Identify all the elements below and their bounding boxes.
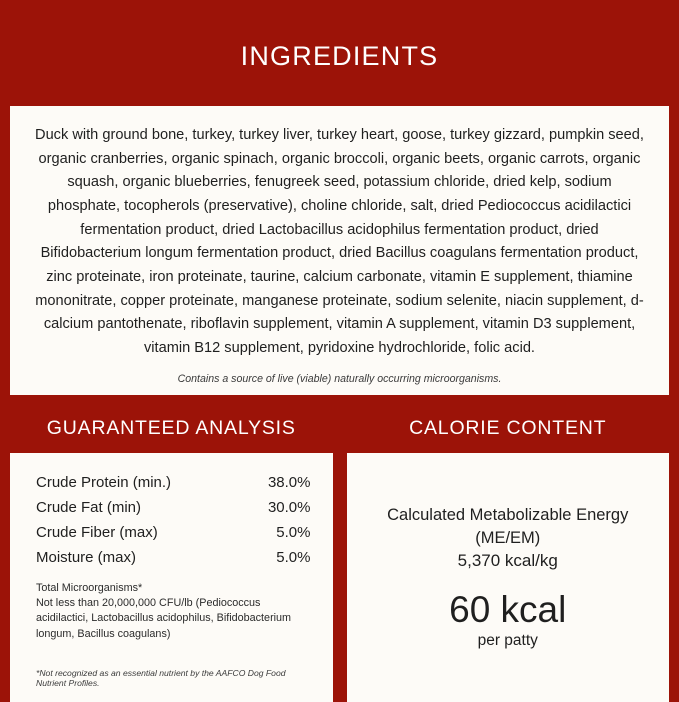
guaranteed-analysis-heading: GUARANTEED ANALYSIS: [46, 416, 296, 439]
microorganisms-body: Not less than 20,000,000 CFU/lb (Pediococcus acidilactici, Lactobacillus acidophilus, Bifidobacterium longum, Bacillus coagulans): [36, 596, 292, 640]
row-value: 30.0%: [267, 498, 311, 516]
nutrition-label-page: [0, 18, 679, 697]
guaranteed-analysis-section: [10, 417, 333, 702]
row-label: Crude Fiber (max): [36, 523, 158, 541]
metabolizable-energy-value: 5,370 kcal/kg: [457, 550, 558, 570]
row-label: Crude Fat (min): [36, 498, 142, 516]
calorie-content-panel: [347, 453, 670, 702]
ingredients-panel: [10, 106, 669, 394]
row-value: 5.0%: [276, 523, 311, 541]
row-label: Crude Protein (min.): [36, 473, 172, 491]
ingredients-body: Duck with ground bone, turkey, turkey liver, turkey heart, goose, turkey gizzard, pumpkin seed, organic cranberries, organic spinach, organic broccoli, organic beets, organic carrots, organic squash, organic blueberries, fenugreek seed, potassium chloride, dried kelp, sodium phosphate, tocopherols (preservative), choline chloride, salt, dried Pediococcus acidilactici fermentation product, dried Lactobacillus acidophilus fermentation product, dried Bifidobacterium longum fermentation product, dried Bacillus coagulans fermentation product, zinc proteinate, iron proteinate, taurine, calcium carbonate, vitamin E supplement, thiamine mononitrate, copper proteinate, manganese proteinate, sodium selenite, niacin supplement, d-calcium pantothenate, riboflavin supplement, vitamin A supplement, vitamin D3 supplement, vitamin B12 supplement, pyridoxine hydrochloride, folic acid.: [35, 127, 644, 356]
guaranteed-analysis-rows: [26, 471, 317, 569]
microorganisms-block: [26, 581, 317, 642]
row-value: 38.0%: [267, 473, 311, 491]
metabolizable-energy-label: Calculated Metabolizable Energy (ME/EM): [387, 506, 629, 547]
calorie-content-heading: CALORIE CONTENT: [409, 416, 607, 439]
calorie-content-section: [347, 417, 670, 702]
table-row: [26, 496, 317, 519]
guaranteed-analysis-footnote: *Not recognized as an essential nutrient by the AAFCO Dog Food Nutrient Profiles.: [36, 667, 286, 688]
per-patty-label: per patty: [477, 631, 538, 649]
per-patty-value: 60 kcal: [449, 588, 567, 630]
ingredients-heading: INGREDIENTS: [240, 41, 439, 72]
table-row: [26, 546, 317, 569]
table-row: [26, 471, 317, 494]
ingredients-note: Contains a source of live (viable) naturally occurring microorganisms.: [177, 372, 502, 385]
guaranteed-analysis-panel: [10, 453, 333, 702]
lower-sections: [10, 417, 669, 702]
row-value: 5.0%: [276, 548, 311, 566]
row-label: Moisture (max): [36, 548, 137, 566]
table-row: [26, 521, 317, 544]
microorganisms-title: Total Microorganisms*: [36, 581, 143, 594]
